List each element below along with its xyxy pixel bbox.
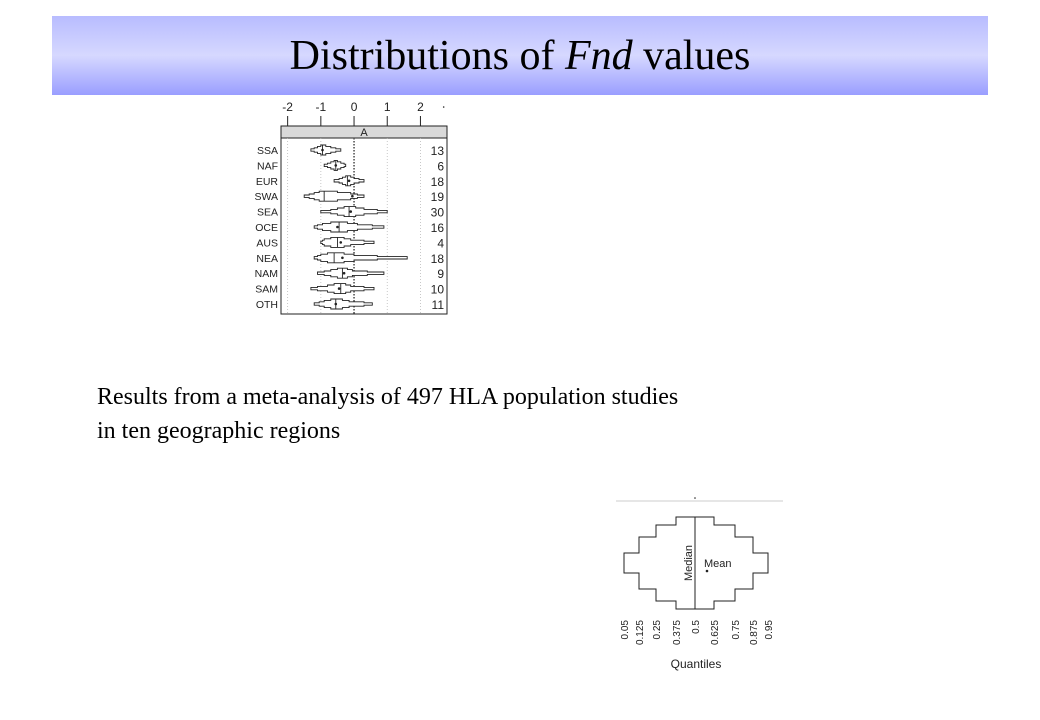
row-label-swa: SWA	[254, 191, 278, 204]
mean-point	[321, 149, 324, 152]
row-count-sam: 10	[430, 282, 444, 297]
fnd-boxplot-chart	[240, 98, 462, 316]
box-percentile-aus	[321, 237, 374, 247]
row-count-naf: 6	[437, 159, 444, 174]
quantile-legend-figure	[608, 494, 788, 678]
quantile-tick-label-0.05: 0.05	[620, 620, 631, 640]
box-percentile-oth	[314, 299, 372, 309]
legend-box-percentile	[624, 517, 768, 609]
slide-title-bar	[52, 16, 988, 95]
row-label-naf: NAF	[257, 160, 278, 173]
row-count-eur: 18	[430, 174, 444, 189]
mean-point	[334, 164, 337, 167]
legend-mean-label: Mean	[704, 558, 732, 570]
box-percentile-nam	[318, 268, 384, 278]
x-tick-label-1: 1	[383, 100, 391, 114]
quantile-tick-label-0.5: 0.5	[691, 620, 702, 634]
box-percentile-swa	[304, 191, 364, 201]
quantile-tick-label-0.125: 0.125	[635, 620, 646, 646]
slide-title	[290, 32, 751, 80]
mean-point	[334, 303, 337, 306]
row-label-oce: OCE	[255, 222, 278, 234]
x-tick-label--1: -1	[315, 100, 327, 114]
row-count-ssa: 13	[430, 144, 444, 158]
row-count-nea: 18	[430, 251, 444, 266]
row-label-nam: NAM	[254, 268, 278, 281]
mean-point	[341, 257, 344, 260]
row-label-sea: SEA	[256, 206, 278, 219]
mean-point	[338, 287, 341, 290]
slide-title-italic: Fnd	[564, 32, 633, 79]
caption-line-2: in ten geographic regions	[97, 418, 341, 444]
quantile-tick-label-0.75: 0.75	[731, 620, 742, 640]
box-percentile-oce	[314, 222, 384, 232]
x-tick-label--2: -2	[282, 100, 293, 114]
mean-point	[336, 226, 339, 229]
legend-top-dot	[694, 497, 696, 499]
x-tick-label-2: 2	[417, 100, 424, 114]
box-percentile-nea	[314, 253, 407, 263]
box-percentile-sam	[311, 284, 374, 294]
mean-point	[339, 241, 342, 244]
quantile-tick-label-0.875: 0.875	[749, 620, 760, 646]
legend-median-label: Median	[683, 544, 695, 582]
row-count-sea: 30	[430, 205, 444, 220]
box-percentile-ssa	[311, 145, 341, 155]
row-count-nam: 9	[437, 267, 444, 282]
quantile-tick-label-0.375: 0.375	[672, 620, 683, 646]
row-label-sam: SAM	[255, 283, 278, 296]
slide-caption	[97, 380, 897, 448]
row-label-oth: OTH	[255, 299, 278, 311]
row-label-ssa: SSA	[256, 145, 278, 157]
legend-mean-point	[706, 570, 709, 573]
quantile-tick-label-0.625: 0.625	[710, 620, 721, 646]
row-count-oce: 16	[430, 221, 444, 235]
x-tick-label-0: 0	[350, 100, 358, 114]
row-label-nea: NEA	[256, 252, 278, 265]
axis-end-dot	[443, 106, 445, 108]
mean-point	[348, 180, 351, 183]
panel-strip-label: A	[360, 127, 368, 139]
caption-line-1: Results from a meta-analysis of 497 HLA population studies	[97, 384, 679, 410]
slide-title-suffix: values	[643, 32, 751, 79]
legend-x-axis-label: Quantiles	[670, 657, 722, 671]
quantile-tick-label-0.95: 0.95	[764, 620, 775, 640]
row-count-swa: 19	[430, 190, 444, 205]
row-label-eur: EUR	[255, 175, 278, 188]
mean-point	[349, 210, 352, 213]
row-label-aus: AUS	[256, 237, 278, 250]
row-count-aus: 4	[437, 236, 444, 251]
box-percentile-sea	[321, 207, 387, 217]
mean-point	[343, 272, 346, 275]
slide-title-prefix: Distributions of	[289, 32, 555, 79]
row-count-oth: 11	[431, 298, 444, 312]
quantile-tick-label-0.25: 0.25	[652, 620, 663, 640]
mean-point	[351, 195, 354, 198]
